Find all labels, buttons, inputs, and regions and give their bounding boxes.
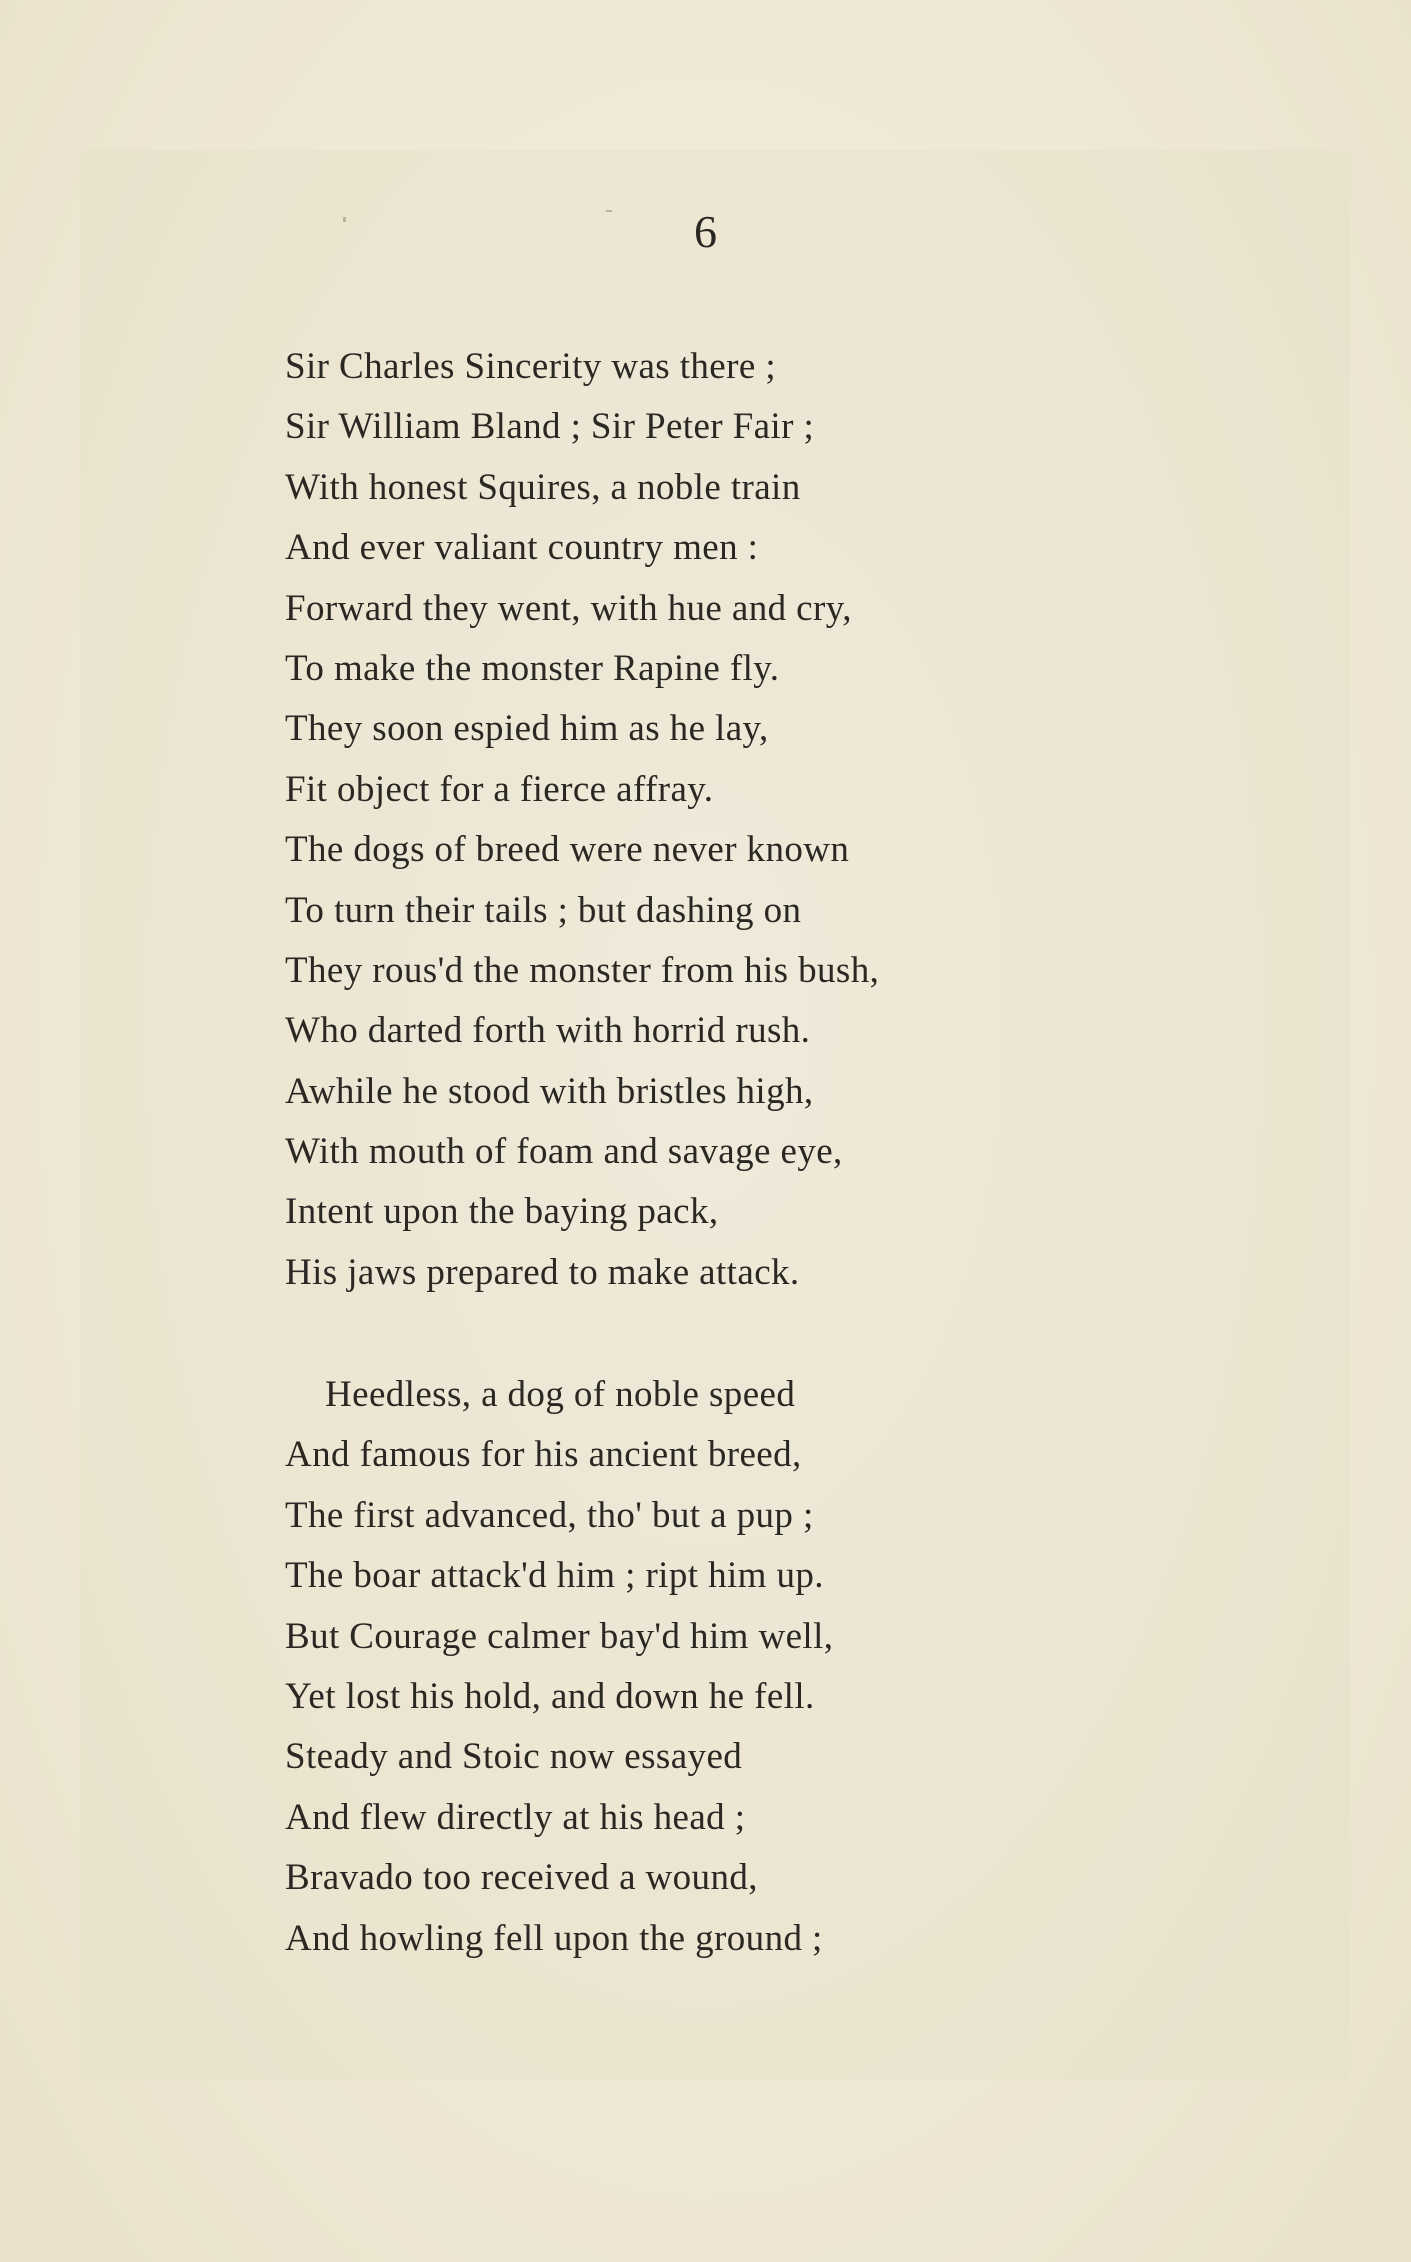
verse-line: They rous'd the monster from his bush, <box>285 949 880 991</box>
verse-line: His jaws prepared to make attack. <box>285 1251 800 1293</box>
verse-line: Bravado too received a wound, <box>285 1857 758 1899</box>
stanza <box>285 337 879 1303</box>
verse-line: And howling fell upon the ground ; <box>285 1917 823 1959</box>
verse-line: Steady and Stoic now essayed <box>285 1736 743 1778</box>
page-number: 6 <box>694 206 717 257</box>
verse-line: Heedless, a dog of noble speed <box>325 1374 796 1415</box>
verse-line: To make the monster Rapine fly. <box>285 647 780 689</box>
verse-line: They soon espied him as he lay, <box>285 708 769 750</box>
verse-line: And flew directly at his head ; <box>285 1796 746 1838</box>
verse-line: Forward they went, with hue and cry, <box>285 587 852 629</box>
verse-line: And famous for his ancient breed, <box>285 1434 802 1476</box>
verse-line: And ever valiant country men : <box>285 527 759 569</box>
verse-line: The dogs of breed were never known <box>285 829 850 871</box>
verse-line: Sir Charles Sincerity was there ; <box>285 346 777 387</box>
verse-line: Intent upon the baying pack, <box>285 1191 719 1233</box>
verse-line: The boar attack'd him ; ript him up. <box>285 1555 824 1597</box>
verse-line: Sir William Bland ; Sir Peter Fair ; <box>285 406 815 448</box>
verse-line: Awhile he stood with bristles high, <box>285 1070 814 1112</box>
verse-line: But Courage calmer bay'd him well, <box>285 1615 834 1657</box>
stanza <box>285 1365 833 1969</box>
verse-line: With honest Squires, a noble train <box>285 466 801 508</box>
verse-line: To turn their tails ; but dashing on <box>285 889 802 931</box>
verse-line: The first advanced, tho' but a pup ; <box>285 1494 814 1536</box>
verse-line: Fit object for a fierce affray. <box>285 768 714 810</box>
verse-line: Yet lost his hold, and down he fell. <box>285 1675 815 1717</box>
verse-line: With mouth of foam and savage eye, <box>285 1131 843 1173</box>
verse-line: Who darted forth with horrid rush. <box>285 1010 811 1052</box>
